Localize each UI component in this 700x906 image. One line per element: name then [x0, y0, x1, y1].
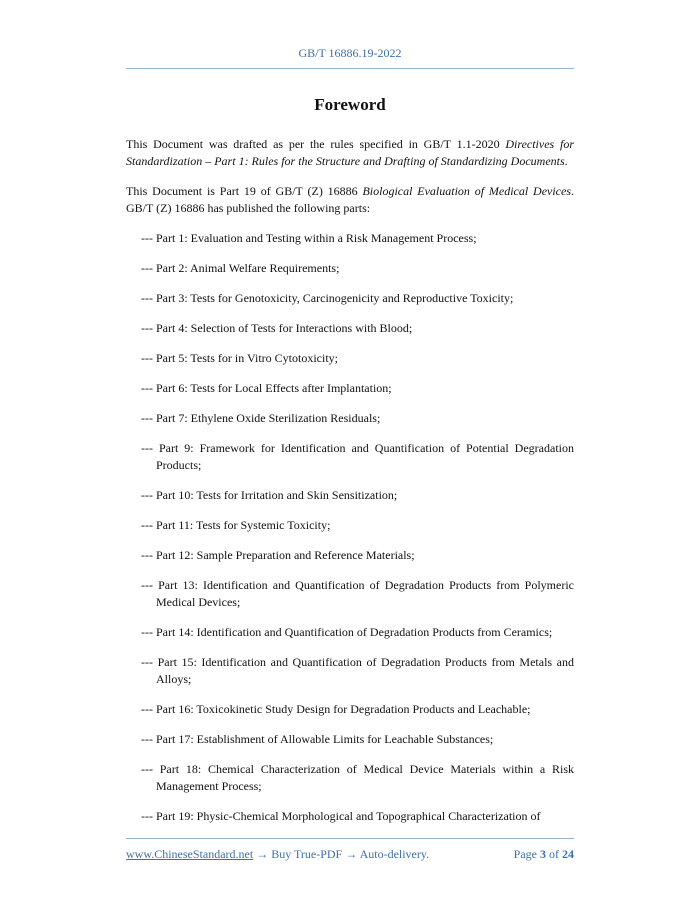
page-label: Page: [513, 847, 537, 861]
page-title: Foreword: [314, 95, 386, 114]
list-item: --- Part 4: Selection of Tests for Interactions with Blood;: [141, 321, 413, 335]
list-item: --- Part 15: Identification and Quantification of Degradation Products from Metals and Alloys;: [141, 655, 574, 686]
para1-italic-title: Directives for Standardization – Part 1: Rules for the Structure and Drafting of Standardizing Documents: [126, 137, 574, 168]
list-item: --- Part 5: Tests for in Vitro Cytotoxicity;: [141, 351, 338, 365]
page-current: 3: [540, 847, 546, 861]
footer-promo-text: → Buy True-PDF → Auto-delivery.: [253, 847, 430, 861]
list-item: --- Part 3: Tests for Genotoxicity, Carcinogenicity and Reproductive Toxicity;: [141, 291, 514, 305]
para2-italic-title: Biological Evaluation of Medical Devices: [362, 184, 571, 198]
list-item: --- Part 17: Establishment of Allowable Limits for Leachable Substances;: [141, 732, 494, 746]
list-item: --- Part 1: Evaluation and Testing within a Risk Management Process;: [141, 231, 477, 245]
list-item: --- Part 14: Identification and Quantification of Degradation Products from Ceramics;: [141, 625, 553, 639]
list-item: --- Part 10: Tests for Irritation and Skin Sensitization;: [141, 488, 398, 502]
list-item: --- Part 19: Physic-Chemical Morphological and Topographical Characterization of: [141, 809, 541, 823]
document-body: [126, 136, 574, 825]
paragraph-drafting-rules: [126, 136, 574, 170]
footer-promo: [126, 847, 429, 862]
website-link[interactable]: www.ChineseStandard.net: [126, 847, 254, 861]
parts-list: [126, 230, 574, 825]
list-item: --- Part 7: Ethylene Oxide Sterilization Residuals;: [141, 411, 381, 425]
list-item: --- Part 6: Tests for Local Effects after Implantation;: [141, 381, 392, 395]
page-of: of: [549, 847, 559, 861]
para1-lead: This Document was drafted as per the rules specified in GB/T 1.1-2020: [126, 137, 506, 151]
header-divider: [126, 68, 574, 69]
doc-code-header: GB/T 16886.19-2022: [298, 46, 402, 60]
page-total: 24: [562, 847, 574, 861]
para1-tail: .: [564, 154, 568, 168]
list-item: --- Part 11: Tests for Systemic Toxicity;: [141, 518, 331, 532]
para2-lead: This Document is Part 19 of GB/T (Z) 16886: [126, 184, 363, 198]
list-item: --- Part 9: Framework for Identification and Quantification of Potential Degradation Products;: [141, 441, 574, 472]
list-item: --- Part 13: Identification and Quantification of Degradation Products from Polymeric Medical Devices;: [141, 578, 574, 609]
list-item: --- Part 16: Toxicokinetic Study Design for Degradation Products and Leachable;: [141, 702, 531, 716]
para2-tail: . GB/T (Z) 16886 has published the following parts:: [126, 184, 574, 215]
list-item: --- Part 18: Chemical Characterization of Medical Device Materials within a Risk Management Process;: [141, 762, 574, 793]
list-item: --- Part 12: Sample Preparation and Reference Materials;: [141, 548, 415, 562]
list-item: --- Part 2: Animal Welfare Requirements;: [141, 261, 340, 275]
page-number: [514, 847, 574, 862]
paragraph-part-info: [126, 183, 574, 217]
footer-divider: [126, 838, 574, 839]
